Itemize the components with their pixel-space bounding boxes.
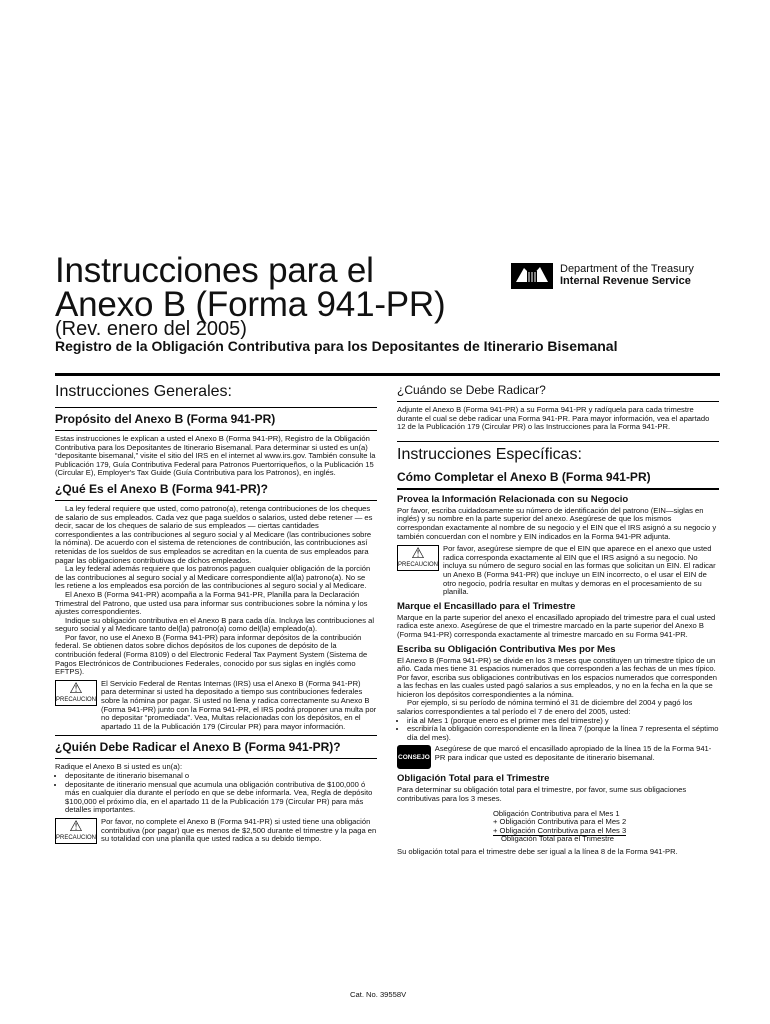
heading-instrucciones-generales: Instrucciones Generales: bbox=[55, 383, 232, 400]
caution-note-1 bbox=[55, 680, 377, 732]
agency-line-2: Internal Revenue Service bbox=[560, 275, 691, 287]
paragraph-cuando: Adjunte el Anexo B (Forma 941-PR) a su Forma 941-PR y radíquela para cada trimestre durante el cual se debe radicar una Forma 941-PR. Para mayor información, vea el apartado 12 de la Publicación 179 (Circular PR) o las Instrucciones para la Forma 941-PR. bbox=[397, 405, 710, 432]
caution-label: PRECAUCION bbox=[398, 562, 439, 569]
heading-proposito: Propósito del Anexo B (Forma 941-PR) bbox=[55, 412, 276, 426]
heading-instrucciones-especificas: Instrucciones Específicas: bbox=[397, 445, 582, 463]
list-item: • iría al Mes 1 (porque enero es el primer mes del trimestre) y bbox=[407, 717, 719, 726]
heading-que-es: ¿Qué Es el Anexo B (Forma 941-PR)? bbox=[55, 481, 268, 496]
caution-icon: ⚠ PRECAUCION bbox=[55, 680, 97, 706]
tip-icon: CONSEJO bbox=[397, 745, 431, 769]
paragraph-que-es-4: Indique su obligación contributiva en el Anexo B para cada día. Incluya las contribuciones al seguro social y al Medicare tanto del(la) patrono(a) como del(la) empleado(a). bbox=[55, 615, 375, 634]
heading-como-completar: Cómo Completar el Anexo B (Forma 941-PR) bbox=[397, 469, 651, 484]
divider bbox=[397, 401, 719, 402]
list-item: • escribiría la obligación correspondiente en la línea 7 (porque la línea 7 representa el séptimo día del mes). bbox=[407, 725, 719, 742]
list-item: • depositante de itinerario bisemanal o bbox=[65, 772, 377, 781]
document-subtitle: Registro de la Obligación Contributiva para los Depositantes de Itinerario Bisemanal bbox=[55, 338, 618, 354]
revision-date: (Rev. enero del 2005) bbox=[55, 318, 247, 340]
total-calculation bbox=[493, 810, 719, 844]
catalog-number: Cat. No. 39558V bbox=[350, 990, 407, 999]
paragraph-que-es-5: Por favor, no use el Anexo B (Forma 941-PR) para informar depósitos de la contribución federal. Se obtienen datos sobre dichos depósitos de los cupones de depósito de la contribución federal (Forma 8109) o del Electronic Federal Tax Payment System (Sistema de Pagos Electrónicos de Contribuciones Federales, conocido por sus siglas en inglés como EFTPS). bbox=[55, 632, 368, 677]
paragraph-quien: Radique el Anexo B si usted es un(a): bbox=[55, 762, 183, 772]
calc-line-2: + Obligación Contributiva para el Mes 2 bbox=[493, 817, 627, 827]
heading-provea: Provea la Información Relacionada con su Negocio bbox=[397, 493, 629, 505]
paragraph-escriba-1: El Anexo B (Forma 941-PR) se divide en los 3 meses que constituyen un trimestre típico de un año. Cada mes tiene 31 espacios numerados que corresponden a las fechas de un mes típico. Por favor, escriba sus obligaciones contributivas en los espacios numerados que corresponden a las fechas en las cuales usted pagó salarios a sus empleados, y no en la fecha en la que se hicieron los depósitos correspondientes a la nómina. bbox=[397, 655, 717, 699]
agency-name bbox=[560, 263, 694, 287]
divider bbox=[55, 735, 377, 736]
paragraph-que-es-1: La ley federal requiere que usted, como patrono(a), retenga contribuciones de los cheques de salario de sus empleados. Cada vez que paga sueldos o salarios, usted debe retener — es decir, sacar de los cheques de salario de sus empleados — ciertas cantidades correspondientes a las contribuciones al seguro social y al Medicare (las contribuciones sobre la nómina). De acuerdo con el sistema de retenciones de contribución, las contribuciones así retenidas de los sueldos de sus empleados se acreditan en la cuenta de sus empleados para pagar las obligaciones contributivas de dichos empleados. bbox=[55, 503, 373, 565]
title-line-2: Anexo B (Forma 941-PR) bbox=[55, 285, 446, 324]
divider bbox=[55, 500, 377, 501]
list-item: • depositante de itinerario mensual que acumula una obligación contributiva de $100,000 ó más en cualquier día durante el período en que se debe informarla. Vea, Regla de depósito $100,000 el próximo día, en el apartado 11 de la Publicación 179 (Circular PR) para más detalles importantes. bbox=[65, 781, 377, 815]
right-column bbox=[397, 383, 719, 861]
caution-label: PRECAUCION bbox=[56, 696, 97, 703]
calc-line-1: Obligación Contributiva para el Mes 1 bbox=[493, 808, 620, 818]
caution-note-2 bbox=[55, 818, 377, 844]
paragraph-que-es-3: El Anexo B (Forma 941-PR) acompaña a la Forma 941-PR, Planilla para la Declaración Trimestral del Patrono, que usted usa para informar sus contribuciones sobre la nómina y los ajustes correspondientes. bbox=[55, 589, 368, 617]
divider bbox=[397, 441, 719, 442]
irs-eagle-logo-icon bbox=[510, 262, 554, 290]
divider bbox=[55, 430, 377, 431]
paragraph-proposito: Estas instrucciones le explican a usted el Anexo B (Forma 941-PR), Registro de la Obligación Contributiva para los Depositantes de Itinerario Bisemanal. Para determinar si usted es un(a) “depositante bisemanal,” visite el sitio del IRS en el internet al www.irs.gov. También consulte la Publicación 179, Guía Contributiva Federal para Patronos Puertorriqueños, o la Publicación 15 (Circular E), Employer's Tax Guide (Guía Contributiva para los Patronos), en inglés. bbox=[55, 434, 376, 478]
caution-text-2: Por favor, no complete el Anexo B (Forma 941-PR) si usted tiene una obligación contributiva (por pagar) que es menos de $2,500 durante el trimestre y la paga en su totalidad con una planilla que usted radica a su debido tiempo. bbox=[101, 816, 377, 844]
quien-list bbox=[55, 772, 377, 815]
caution-icon: ⚠ PRECAUCION bbox=[397, 545, 439, 571]
paragraph-total: Para determinar su obligación total para el trimestre, por favor, sume sus obligaciones contributivas para los 3 meses. bbox=[397, 785, 687, 804]
divider bbox=[397, 488, 719, 490]
agency-line-1: Department of the Treasury bbox=[560, 263, 694, 275]
divider bbox=[55, 758, 377, 759]
heading-total: Obligación Total para el Trimestre bbox=[397, 773, 550, 785]
heading-quien: ¿Quién Debe Radicar el Anexo B (Forma 941-PR)? bbox=[55, 740, 341, 755]
paragraph-que-es-2: La ley federal además requiere que los patronos paguen cualquier obligación de la porción de las contribuciones al seguro social y al Medicare correspondiente al(la) patrono(a). No se les retiene a los empleados esa porción de las contribuciones al seguro social y al Medicare. bbox=[55, 564, 371, 591]
left-column bbox=[55, 383, 377, 848]
escriba-list bbox=[397, 717, 719, 743]
caution-note-3 bbox=[397, 545, 719, 597]
caution-label: PRECAUCION bbox=[56, 834, 97, 841]
paragraph-total-2: Su obligación total para el trimestre debe ser igual a la línea 8 de la Forma 941-PR. bbox=[397, 847, 678, 856]
header-rule bbox=[55, 373, 720, 376]
heading-marque: Marque el Encasillado para el Trimestre bbox=[397, 600, 576, 612]
paragraph-marque: Marque en la parte superior del anexo el encasillado apropiado del trimestre para el cual usted radica este anexo. Asegúrese de que el trimestre marcado en la parte superior del Anexo B (Forma 941-PR) corresponda exactamente al trimestre marcado en su Forma 941-PR. bbox=[397, 612, 716, 639]
tip-note bbox=[397, 745, 719, 769]
paragraph-escriba-2: Por ejemplo, si su período de nómina terminó el 31 de diciembre del 2004 y pagó los salarios correspondientes a tal período el 7 de enero del 2005, usted: bbox=[397, 698, 693, 717]
caution-text-1: El Servicio Federal de Rentas Internas (IRS) usa el Anexo B (Forma 941-PR) para determinar si usted ha depositado a tiempo sus contribuciones federales sobre la nómina por pagar. Si usted no llena y radica correctamente su Anexo B (Forma 941-PR) junto con la Forma 941-PR, el IRS podrá proponer una multa por no depositar “promediada”. Vea, Multas relacionadas con los depósitos, en el apartado 11 de la Publicación 179 (Circular PR) para mayor información. bbox=[101, 678, 377, 731]
heading-escriba: Escriba su Obligación Contributiva Mes por Mes bbox=[397, 643, 616, 655]
title-line-1: Instrucciones para el bbox=[55, 251, 374, 290]
tip-text: Asegúrese de que marcó el encasillado apropiado de la línea 15 de la Forma 941-PR para indicar que usted es depositante de itinerario bisemanal. bbox=[434, 744, 712, 763]
caution-icon: ⚠ PRECAUCION bbox=[55, 818, 97, 844]
caution-text-3: Por favor, asegúrese siempre de que el EIN que aparece en el anexo que usted radica corresponda exactamente al EIN que el IRS asignó a su negocio. No incluya su número de seguro social en las formas que solicitan un EIN. El radicar un Anexo B (Forma 941-PR) que incluye un EIN incorrecto, o el usar el EIN de otro negocio, podría resultar en multas y demoras en el procesamiento de su planilla. bbox=[443, 544, 716, 597]
paragraph-provea: Por favor, escriba cuidadosamente su número de identificación del patrono (EIN—siglas en inglés) y su nombre en la parte superior del anexo. Asegúrese de que los mismos correspondan exactamente al nombre de su negocio y el EIN que el IRS asignó a su negocio y también concuerdan con el nombre y EIN indicados en la Forma 941-PR adjunta. bbox=[397, 505, 717, 541]
document-title bbox=[55, 251, 446, 324]
calc-line-total: Obligación Total para el Trimestre bbox=[501, 834, 614, 844]
calc-line-3: + Obligación Contributiva para el Mes 3 bbox=[493, 825, 627, 835]
heading-cuando: ¿Cuándo se Debe Radicar? bbox=[397, 383, 546, 397]
divider bbox=[55, 407, 377, 408]
